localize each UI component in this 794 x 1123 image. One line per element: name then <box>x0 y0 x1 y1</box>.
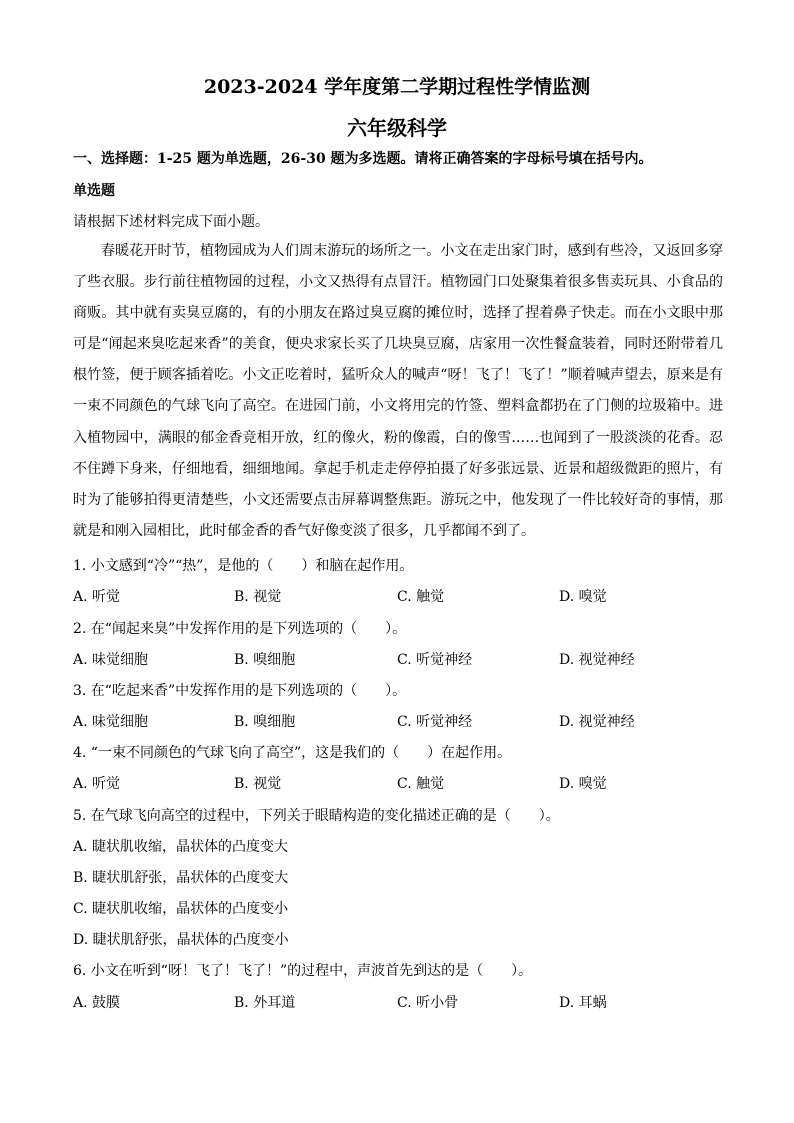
question-stem: 6. 小文在听到“呀！飞了！飞了！”的过程中，声波首先到达的是（ ）。 <box>73 963 533 979</box>
option-a: A. 睫状肌收缩，晶状体的凸度变大 <box>73 839 289 855</box>
option-c: C. 听觉神经 <box>397 652 473 668</box>
section-heading: 一、选择题：1-25 题为单选题，26-30 题为多选题。请将正确答案的字母标号填在括号内。 <box>73 151 653 167</box>
page-title: 2023-2024 学年度第二学期过程性学情监测 <box>203 76 591 98</box>
option-b: B. 嗅细胞 <box>234 714 296 730</box>
option-c: C. 听觉神经 <box>397 714 473 730</box>
question-stem: 1. 小文感到“冷”“热”，是他的（ ）和脑在起作用。 <box>73 558 414 574</box>
sub-heading: 单选题 <box>73 183 115 199</box>
option-b: B. 视觉 <box>234 776 282 792</box>
option-a: A. 味觉细胞 <box>73 714 149 730</box>
option-d: D. 视觉神经 <box>559 714 635 730</box>
option-c: C. 触觉 <box>397 589 445 605</box>
option-a: A. 听觉 <box>73 589 121 605</box>
option-a: A. 鼓膜 <box>73 995 121 1011</box>
option-d: D. 嗅觉 <box>559 776 607 792</box>
option-d: D. 耳蜗 <box>559 995 607 1011</box>
instruction-text: 请根据下述材料完成下面小题。 <box>73 214 269 230</box>
option-b: B. 睫状肌舒张，晶状体的凸度变大 <box>73 870 289 886</box>
question-stem: 5. 在气球飞向高空的过程中，下列关于眼睛构造的变化描述正确的是（ ）。 <box>73 808 560 824</box>
option-d: D. 视觉神经 <box>559 652 635 668</box>
page-subtitle: 六年级科学 <box>347 116 447 140</box>
option-d: D. 嗅觉 <box>559 589 607 605</box>
question-stem: 2. 在“闻起来臭”中发挥作用的是下列选项的（ ）。 <box>73 621 407 637</box>
question-stem: 3. 在“吃起来香”中发挥作用的是下列选项的（ ）。 <box>73 683 407 699</box>
option-d: D. 睫状肌舒张，晶状体的凸度变小 <box>73 932 289 948</box>
option-a: A. 味觉细胞 <box>73 652 149 668</box>
option-c: C. 触觉 <box>397 776 445 792</box>
option-b: B. 嗅细胞 <box>234 652 296 668</box>
option-a: A. 听觉 <box>73 776 121 792</box>
reading-passage: 春暖花开时节，植物园成为人们周末游玩的场所之一。小文在走出家门时，感到有些冷，又返回多穿了些衣服。步行前往植物园的过程，小文又热得有点冒汗。植物园门口处聚集着很多售卖玩具、小食品的商贩。其中就有卖臭豆腐的，有的小朋友在路过臭豆腐的摊位时，选择了捏着鼻子快走。而在小文眼中那可是“闻起来臭吃起来香”的美食，便央求家长买了几块臭豆腐，店家用一次性餐盒装着，同时还附带着几根竹签，便于顾客插着吃。小文正吃着时，猛听众人的喊声“呀！飞了！飞了！”顺着喊声望去，原来是有一束不同颜色的气球飞向了高空。在进园门前，小文将用完的竹签、塑料盒都扔在了门侧的垃圾箱中。进入植物园中，满眼的郁金香竞相开放，红的像火，粉的像霞，白的像雪……也闻到了一股淡淡的花香。忍不住蹲下身来，仔细地看，细细地闻。拿起手机走走停停拍摄了好多张远景、近景和超级微距的照片，有时为了能够拍得更清楚些，小文还需要点击屏幕调整焦距。游玩之中，他发现了一件比较好奇的事情，那就是和刚入园相比，此时郁金香的香气好像变淡了很多，几乎都闻不到了。 <box>73 243 723 539</box>
option-b: B. 外耳道 <box>234 995 296 1011</box>
option-c: C. 听小骨 <box>397 995 459 1011</box>
option-b: B. 视觉 <box>234 589 282 605</box>
question-stem: 4. “一束不同颜色的气球飞向了高空”，这是我们的（ ）在起作用。 <box>73 745 512 761</box>
option-c: C. 睫状肌收缩，晶状体的凸度变小 <box>73 901 289 917</box>
